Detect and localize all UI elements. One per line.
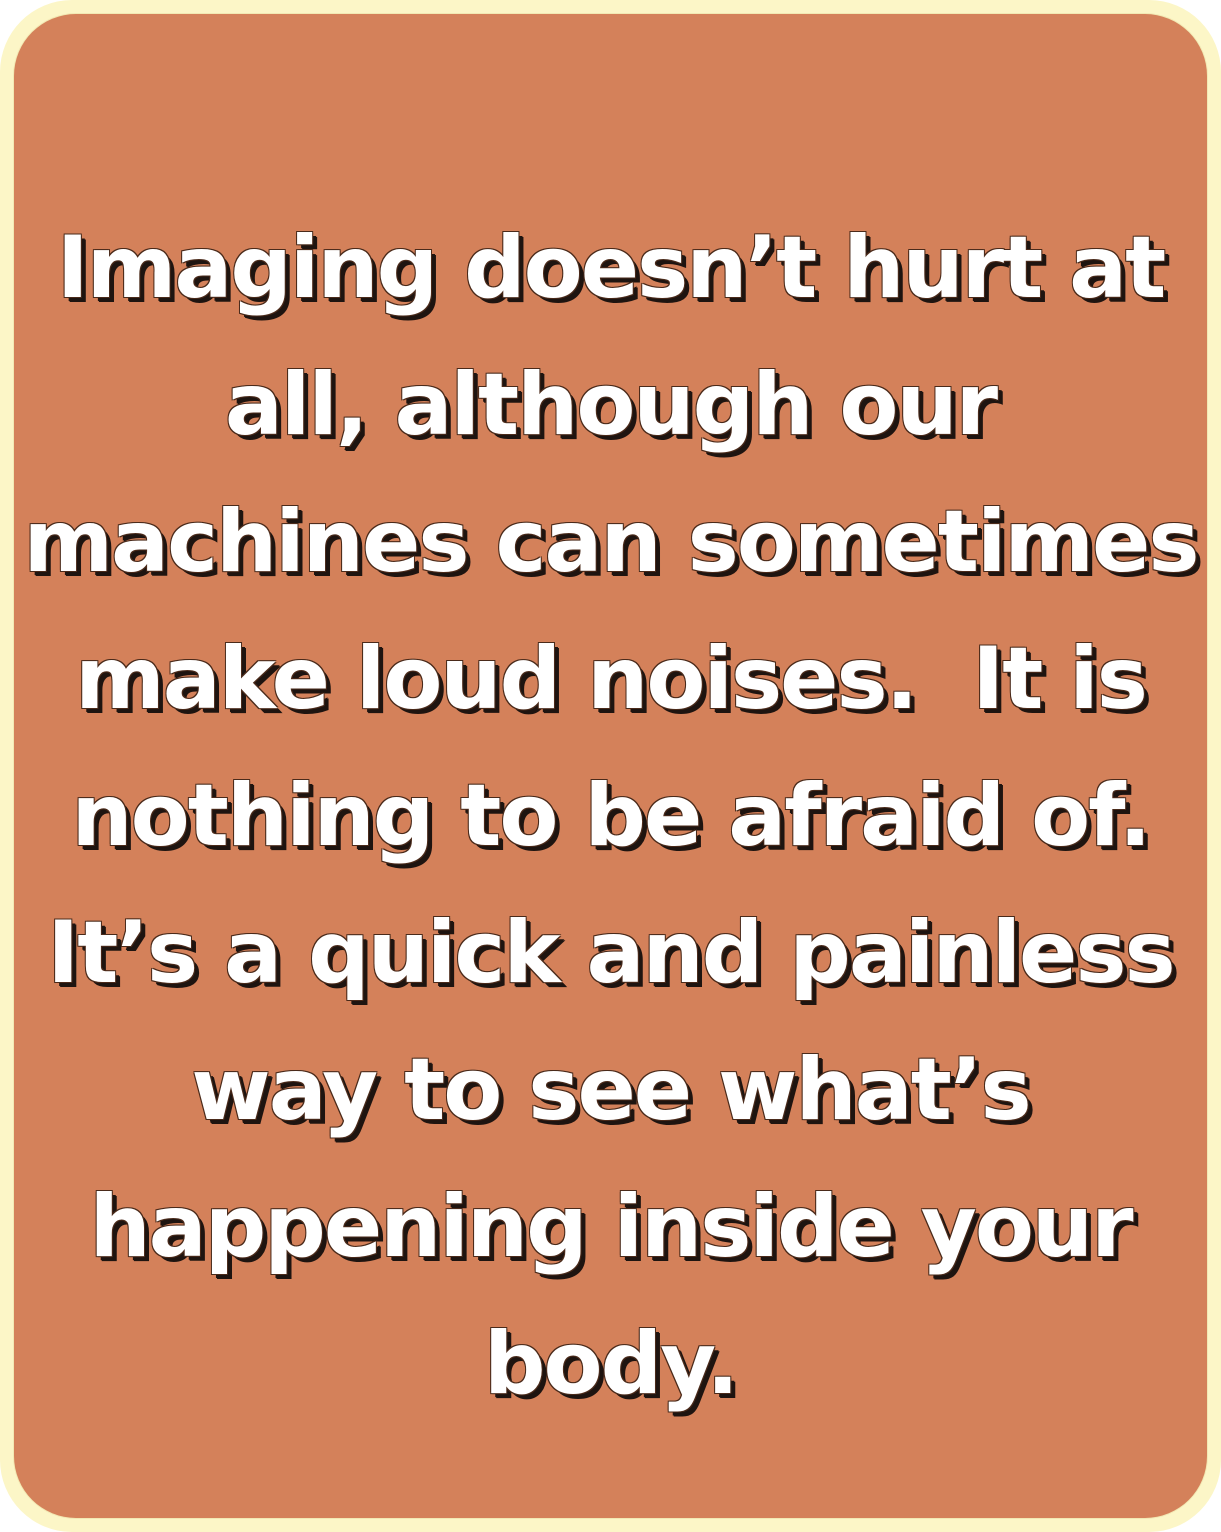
message-line-3: machines can sometimes — [23, 492, 1198, 592]
message-line-6: It’s a quick and painless — [47, 903, 1174, 1003]
message-line-9: body. — [483, 1314, 738, 1414]
message-text — [14, 200, 1207, 1433]
message-line-5: nothing to be afraid of. — [71, 766, 1150, 866]
message-card — [14, 14, 1207, 1518]
message-line-4: make loud noises. It is — [75, 629, 1146, 729]
message-line-7: way to see what’s — [191, 1040, 1030, 1140]
message-line-8: happening inside your — [89, 1177, 1132, 1277]
message-line-1: Imaging doesn’t hurt at — [56, 218, 1165, 318]
message-line-2: all, although our — [224, 355, 997, 455]
